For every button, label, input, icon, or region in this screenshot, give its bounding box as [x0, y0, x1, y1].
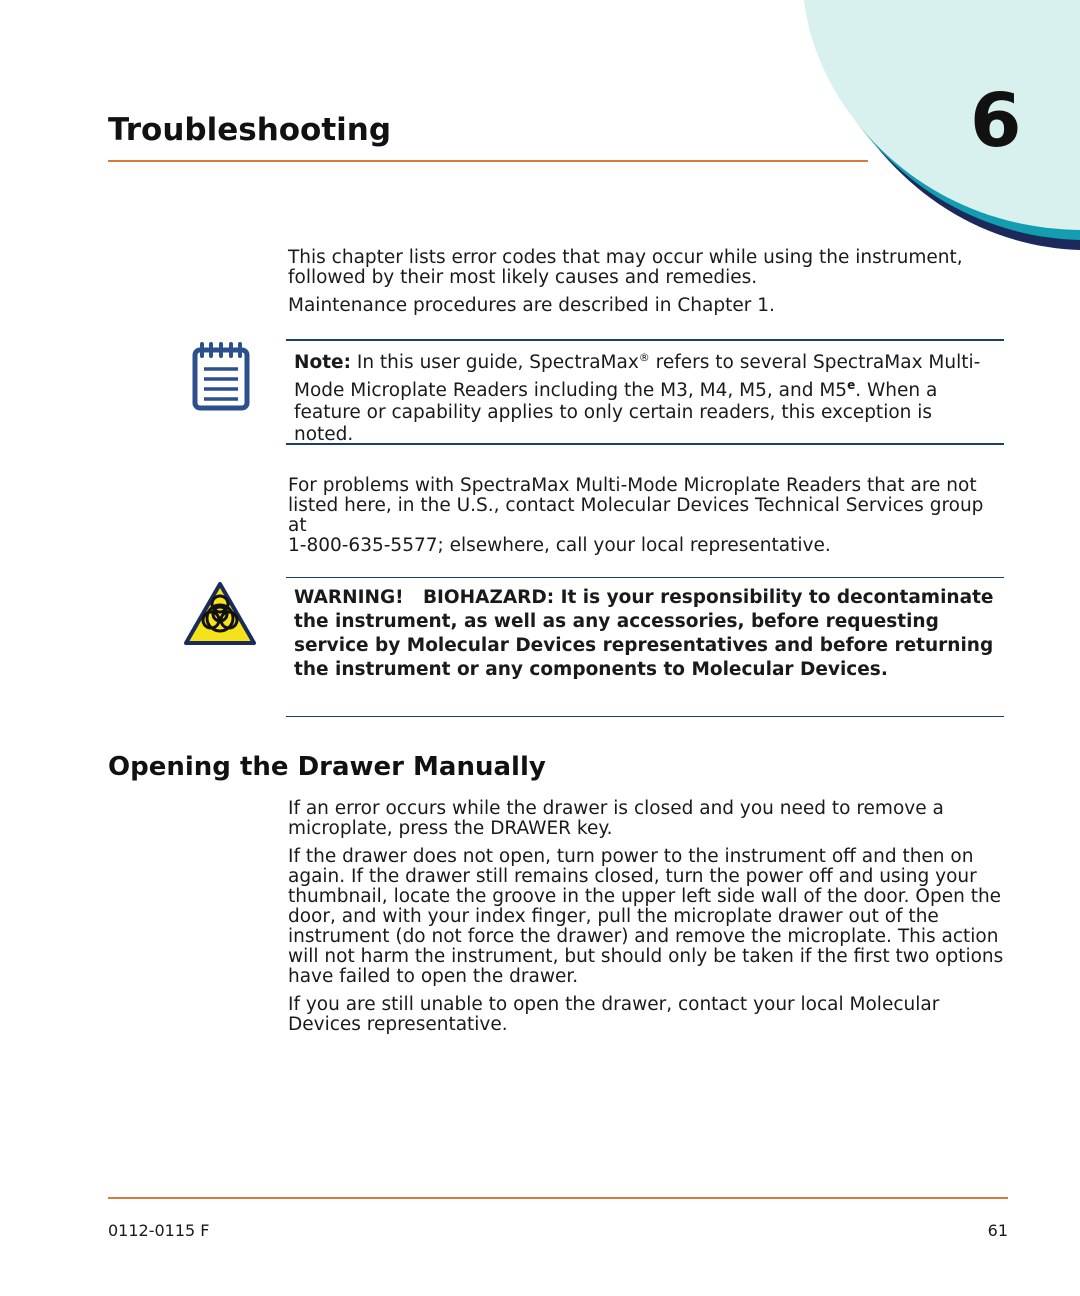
intro-paragraph: This chapter lists error codes that may occur while using the instrument, followed by their most likely causes and remedies.: [288, 247, 963, 288]
maintenance-paragraph: Maintenance procedures are described in Chapter 1.: [288, 295, 775, 316]
warning-text: [294, 586, 1004, 682]
section-paragraph: If you are still unable to open the drawer, contact your local Molecular Devices representative.: [288, 994, 940, 1035]
section-title: Opening the Drawer Manually: [108, 752, 546, 782]
footer-divider: [108, 1197, 1008, 1199]
model-superscript: e: [847, 378, 856, 393]
document-number: 0112-0115 F: [108, 1221, 210, 1240]
warning-body: BIOHAZARD: It is your responsibility to decontaminate the instrument, as well as any accessories, before requesting service by Molecular Devices representatives and before returning the instrument or any components to Molecular Devices.: [294, 587, 994, 680]
intro-block: [288, 248, 1004, 316]
biohazard-warning-icon: [182, 580, 258, 648]
section-body: [288, 799, 1004, 1035]
notepad-icon: [190, 342, 252, 412]
section-paragraph: If the drawer does not open, turn power to the instrument off and then on again. If the drawer still remains closed, turn the power off and using your thumbnail, locate the groove in the upper left side wall of the door. Open the door, and with your index finger, pull the microplate drawer out of the instrument (do not force the drawer) and remove the microplate. This action will not harm the instrument, but should only be taken if the first two options have failed to open the drawer.: [288, 846, 1004, 987]
warning-label: WARNING!: [294, 587, 404, 608]
chapter-number: 6: [970, 78, 1022, 164]
contact-paragraph: For problems with SpectraMax Multi-Mode Microplate Readers that are not listed here, in the U.S., contact Molecular Devices Technical Services group at: [288, 475, 984, 536]
registered-mark: ®: [638, 351, 650, 364]
note-label: Note:: [294, 352, 351, 374]
section-paragraph: If an error occurs while the drawer is closed and you need to remove a microplate, press the DRAWER key.: [288, 798, 944, 839]
chapter-title: Troubleshooting: [108, 112, 392, 148]
contact-phone-line: 1-800-635-5577; elsewhere, call your local representative.: [288, 535, 831, 556]
page-number: 61: [987, 1221, 1008, 1240]
contact-block: [288, 476, 1004, 556]
note-text: Note: In this user guide, SpectraMax® refers to several SpectraMax Multi-Mode Microplate Readers including the M3, M4, M5, and M5e. When a feature or capability applies to only certain readers, this exception is noted.: [294, 351, 981, 446]
title-divider: [108, 160, 868, 162]
warning-callout: [286, 577, 1004, 717]
note-callout: [286, 339, 1004, 445]
